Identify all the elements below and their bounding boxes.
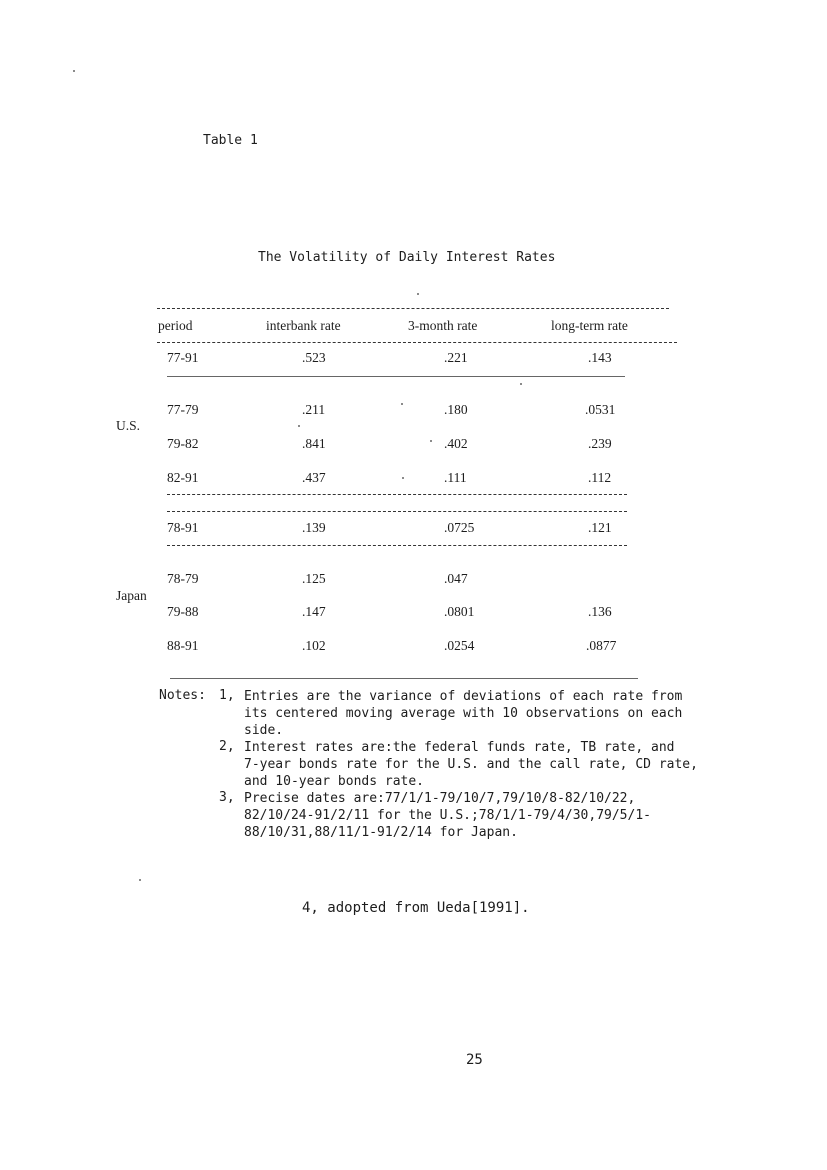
us-row-3-period: 82-91	[167, 470, 199, 485]
us-row-3-3-month: .111	[444, 470, 467, 485]
note-1-line-3: side.	[244, 723, 284, 738]
us-row-1-interbank: .211	[302, 402, 326, 417]
japan-overall-long-term: .121	[588, 520, 612, 535]
note-1-line-1: Entries are the variance of deviations of each rate from	[244, 689, 683, 704]
scan-speck	[139, 879, 141, 881]
scan-speck	[520, 383, 522, 385]
note-1-number: 1,	[219, 688, 235, 703]
source-line: 4, adopted from Ueda[1991].	[302, 900, 530, 916]
us-country-label: U.S.	[116, 418, 141, 433]
us-overall-interbank: .523	[302, 350, 326, 365]
us-row-2-period: 79-82	[167, 436, 199, 451]
us-row-2-interbank: .841	[302, 436, 326, 451]
table-label: Table 1	[203, 133, 258, 148]
japan-country-label: Japan	[116, 588, 147, 603]
japan-overall-interbank: .139	[302, 520, 326, 535]
note-2-number: 2,	[219, 739, 235, 754]
scan-speck	[73, 70, 75, 72]
scan-speck	[401, 403, 403, 405]
page-number: 25	[466, 1052, 483, 1068]
japan-row-3-3-month: .0254	[444, 638, 475, 653]
japan-top-rule	[167, 511, 627, 512]
us-row-2-3-month: .402	[444, 436, 468, 451]
note-3-line-3: 88/10/31,88/11/1-91/2/14 for Japan.	[244, 825, 518, 840]
note-3-number: 3,	[219, 790, 235, 805]
japan-overall-period: 78-91	[167, 520, 199, 535]
header-rule	[157, 342, 677, 343]
japan-row-2-long-term: .136	[588, 604, 612, 619]
header-long-term-rate: long-term rate	[551, 318, 628, 333]
japan-row-3-interbank: .102	[302, 638, 326, 653]
us-bottom-rule	[167, 494, 627, 495]
japan-row-1-interbank: .125	[302, 571, 326, 586]
japan-row-1-period: 78-79	[167, 571, 199, 586]
us-row-1-period: 77-79	[167, 402, 199, 417]
japan-overall-rule	[167, 545, 627, 546]
japan-row-2-3-month: .0801	[444, 604, 475, 619]
header-period: period	[158, 318, 193, 333]
bottom-rule	[170, 678, 638, 679]
us-row-3-interbank: .437	[302, 470, 326, 485]
table-title: The Volatility of Daily Interest Rates	[258, 250, 556, 265]
note-3-line-1: Precise dates are:77/1/1-79/10/7,79/10/8-82/10/22,	[244, 791, 636, 806]
scan-speck	[298, 425, 300, 427]
scan-speck	[430, 440, 432, 442]
scan-speck	[402, 477, 404, 479]
header-interbank-rate: interbank rate	[266, 318, 341, 333]
note-2-line-3: and 10-year bonds rate.	[244, 774, 425, 789]
us-overall-rule	[167, 376, 625, 377]
scan-speck	[417, 293, 419, 295]
note-2-line-1: Interest rates are:the federal funds rate, TB rate, and	[244, 740, 675, 755]
note-1-line-2: its centered moving average with 10 observations on each	[244, 706, 683, 721]
japan-row-2-period: 79-88	[167, 604, 199, 619]
japan-row-1-3-month: .047	[444, 571, 468, 586]
japan-row-3-long-term: .0877	[586, 638, 617, 653]
japan-row-2-interbank: .147	[302, 604, 326, 619]
notes-label: Notes:	[159, 688, 206, 703]
us-row-3-long-term: .112	[588, 470, 612, 485]
note-3-line-2: 82/10/24-91/2/11 for the U.S.;78/1/1-79/4/30,79/5/1-	[244, 808, 651, 823]
japan-row-3-period: 88-91	[167, 638, 199, 653]
us-row-2-long-term: .239	[588, 436, 612, 451]
top-rule	[157, 308, 669, 309]
us-row-1-3-month: .180	[444, 402, 468, 417]
us-overall-3-month: .221	[444, 350, 468, 365]
note-2-line-2: 7-year bonds rate for the U.S. and the call rate, CD rate,	[244, 757, 698, 772]
header-3-month-rate: 3-month rate	[408, 318, 478, 333]
japan-overall-3-month: .0725	[444, 520, 475, 535]
us-row-1-long-term: .0531	[585, 402, 616, 417]
us-overall-period: 77-91	[167, 350, 199, 365]
us-overall-long-term: .143	[588, 350, 612, 365]
